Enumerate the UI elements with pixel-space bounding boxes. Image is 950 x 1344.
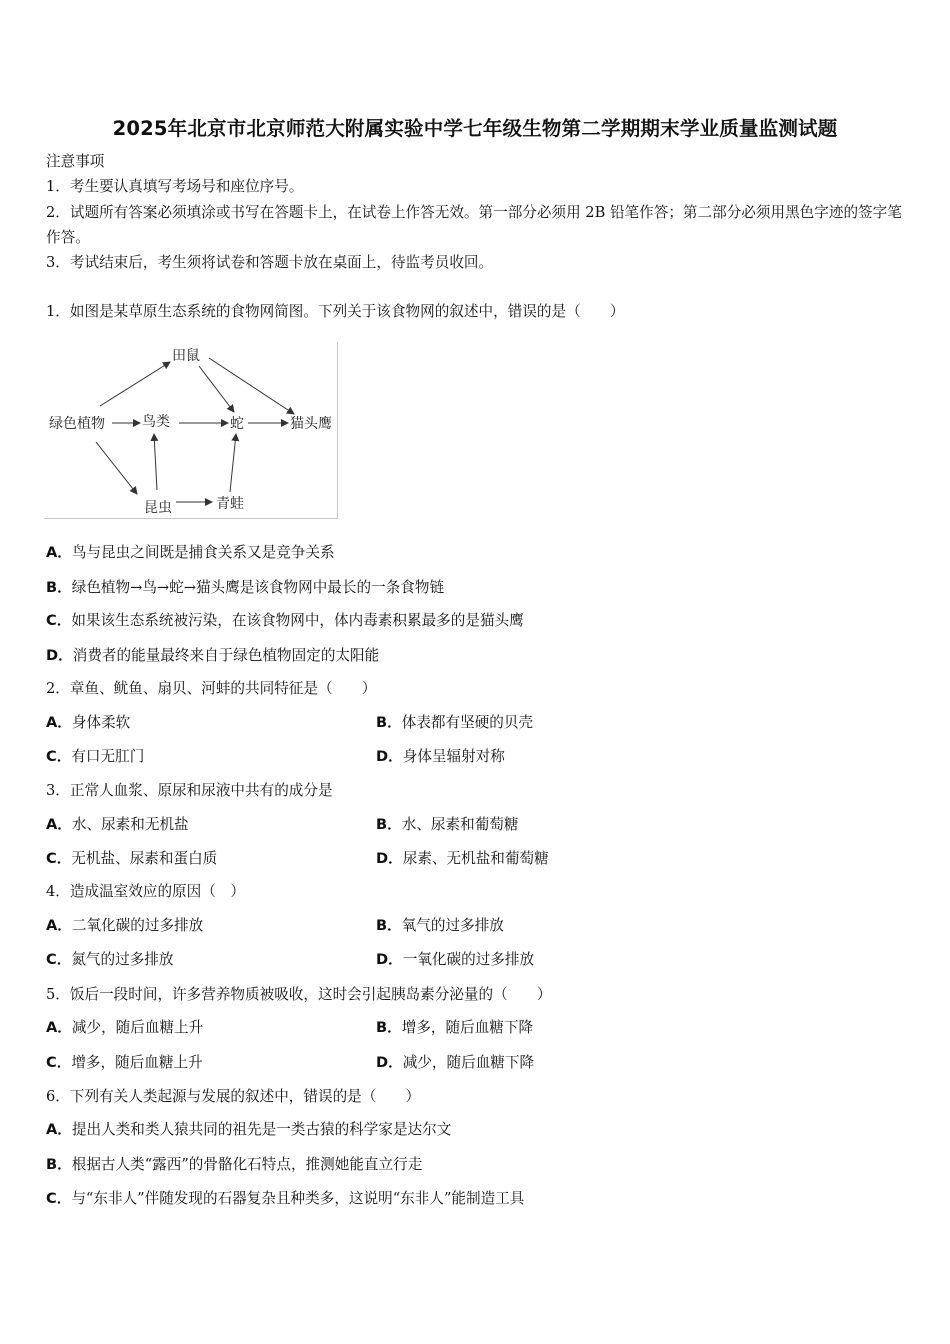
option-item — [376, 713, 533, 733]
option-text: 身体呈辐射对称 — [402, 748, 505, 765]
option-item — [46, 543, 335, 563]
option-text: 减少，随后血糖下降 — [402, 1054, 535, 1071]
option-item — [46, 578, 444, 598]
option-item — [376, 916, 504, 936]
option-label: C． — [46, 748, 72, 765]
notice-item: 3．考试结束后，考生须将试卷和答题卡放在桌面上，待监考员收回。 — [46, 254, 494, 271]
option-text: 一氧化碳的过多排放 — [402, 951, 535, 968]
arrow-plant-mouse — [100, 362, 170, 406]
option-item — [46, 1155, 422, 1175]
option-text: 无机盐、尿素和蛋白质 — [71, 850, 218, 867]
notice-item: 2．试题所有答案必须填涂或书写在答题卡上，在试卷上作答无效。第一部分必须用 2B 铅笔作答；第二部分必须用黑色字迹的签字笔作答。 — [46, 204, 902, 246]
option-label: D． — [46, 647, 73, 664]
arrow-plant-insect — [96, 442, 137, 494]
option-text: 如果该生态系统被污染，在该食物网中，体内毒素积累最多的是猫头鹰 — [71, 612, 524, 629]
option-label: B． — [46, 1156, 72, 1173]
food-web-svg — [44, 342, 337, 518]
option-text: 绿色植物→鸟→蛇→猫头鹰是该食物网中最长的一条食物链 — [71, 579, 445, 596]
node-frog: 青蛙 — [216, 496, 244, 512]
notice-heading: 注意事项 — [46, 153, 105, 170]
option-item — [46, 611, 524, 631]
option-label: D． — [376, 850, 403, 867]
option-text: 尿素、无机盐和葡萄糖 — [402, 850, 549, 867]
question-stem: 1．如图是某草原生态系统的食物网简图。下列关于该食物网的叙述中，错误的是（ ） — [46, 303, 625, 320]
option-label: A． — [46, 917, 72, 934]
option-text: 与“东非人”伴随发现的石器复杂且种类多，这说明“东非人”能制造工具 — [71, 1190, 525, 1207]
option-text: 鸟与昆虫之间既是捕食关系又是竞争关系 — [71, 544, 335, 561]
option-label: B． — [46, 579, 72, 596]
option-item — [376, 849, 549, 869]
option-row — [46, 713, 534, 733]
question-stem: 5．饭后一段时间，许多营养物质被吸收，这时会引起胰岛素分泌量的（ ） — [46, 986, 552, 1003]
option-text: 水、尿素和葡萄糖 — [401, 816, 519, 833]
option-label: C． — [46, 951, 72, 968]
option-label: B． — [376, 714, 402, 731]
node-insect: 昆虫 — [144, 500, 172, 516]
node-mouse: 田鼠 — [172, 348, 200, 364]
option-text: 减少，随后血糖上升 — [71, 1019, 204, 1036]
question-stem: 2．章鱼、鱿鱼、扇贝、河蚌的共同特征是（ ） — [46, 680, 377, 697]
arrow-mouse-snake — [199, 366, 234, 412]
option-label: D． — [376, 748, 403, 765]
option-text: 根据古人类“露西”的骨骼化石特点，推测她能直立行走 — [71, 1156, 423, 1173]
option-text: 身体柔软 — [71, 714, 131, 731]
option-item — [46, 1120, 451, 1140]
option-row — [46, 747, 505, 767]
page-title: 2025年北京市北京师范大附属实验中学七年级生物第二学期期末学业质量监测试题 — [112, 117, 838, 140]
option-text: 体表都有坚硬的贝壳 — [401, 714, 534, 731]
option-label: B． — [376, 917, 402, 934]
option-label: A． — [46, 816, 72, 833]
question-stem: 6．下列有关人类起源与发展的叙述中，错误的是（ ） — [46, 1088, 421, 1105]
option-text: 二氧化碳的过多排放 — [71, 917, 204, 934]
option-item — [376, 1018, 533, 1038]
option-row — [46, 1053, 535, 1073]
option-label: A． — [46, 714, 72, 731]
option-row — [46, 815, 519, 835]
option-label: C． — [46, 1054, 72, 1071]
option-text: 提出人类和类人猿共同的祖先是一类古猿的科学家是达尔文 — [71, 1121, 452, 1138]
option-label: A． — [46, 1121, 72, 1138]
question-stem: 4．造成温室效应的原因（ ） — [46, 883, 246, 900]
option-text: 水、尿素和无机盐 — [71, 816, 189, 833]
option-label: C． — [46, 850, 72, 867]
option-row — [46, 916, 504, 936]
option-label: D． — [376, 1054, 403, 1071]
node-owl: 猫头鹰 — [290, 416, 332, 432]
option-text: 消费者的能量最终来自于绿色植物固定的太阳能 — [72, 647, 380, 664]
notice-item: 1．考生要认真填写考场号和座位序号。 — [46, 178, 304, 195]
option-label: C． — [46, 612, 72, 629]
option-text: 有口无肛门 — [71, 748, 145, 765]
arrow-insect-bird — [154, 434, 157, 490]
node-bird: 鸟类 — [142, 414, 170, 430]
option-item — [376, 950, 534, 970]
question-stem: 3．正常人血浆、原尿和尿液中共有的成分是 — [46, 782, 333, 799]
option-label: B． — [376, 1019, 402, 1036]
option-row — [46, 950, 535, 970]
node-snake: 蛇 — [230, 416, 244, 432]
option-text: 增多，随后血糖下降 — [401, 1019, 534, 1036]
option-item — [376, 747, 505, 767]
option-item — [376, 815, 518, 835]
option-label: D． — [376, 951, 403, 968]
option-label: A． — [46, 544, 72, 561]
option-row — [46, 849, 549, 869]
option-text: 氧气的过多排放 — [401, 917, 504, 934]
option-label: C． — [46, 1190, 72, 1207]
option-row — [46, 1018, 534, 1038]
option-item — [46, 1189, 524, 1209]
arrow-mouse-owl — [209, 358, 294, 414]
option-text: 增多，随后血糖上升 — [71, 1054, 203, 1071]
option-item — [46, 646, 379, 666]
node-plant: 绿色植物 — [49, 416, 105, 432]
option-item — [376, 1053, 534, 1073]
food-web-diagram — [44, 342, 338, 519]
option-label: B． — [376, 816, 402, 833]
option-label: A． — [46, 1019, 72, 1036]
option-text: 氮气的过多排放 — [71, 951, 174, 968]
arrow-frog-snake — [230, 434, 236, 492]
